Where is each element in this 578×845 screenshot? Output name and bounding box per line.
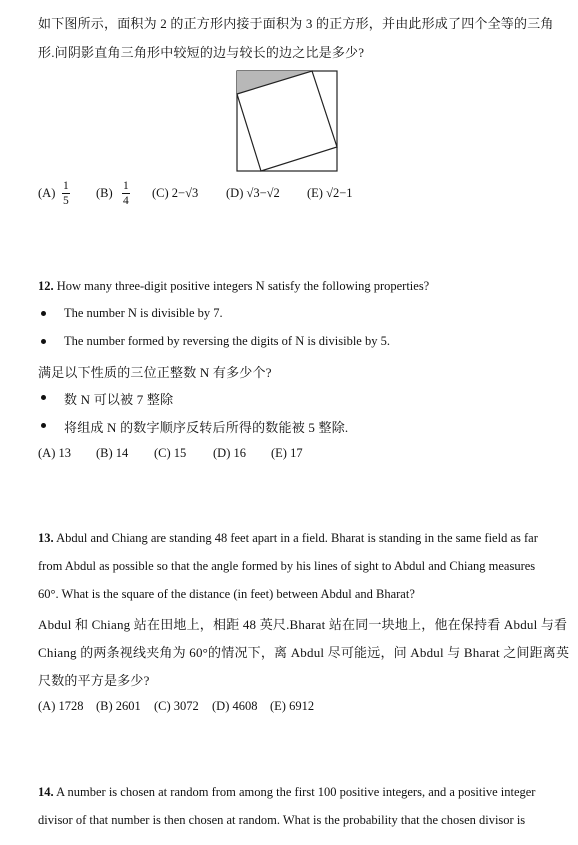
q12-question xyxy=(38,279,429,294)
q12-cn-question: 满足以下性质的三位正整数 N 有多少个? xyxy=(38,365,272,380)
q12-option-d: (D) 16 xyxy=(213,446,246,460)
q11-option-c xyxy=(152,186,198,201)
q12-bullet-2: The number formed by reversing the digits of N is divisible by 5. xyxy=(64,334,390,348)
q14-line-1-text: A number is chosen at random from among the first 100 positive integers, and a positive integer xyxy=(56,785,536,799)
q14-line-1 xyxy=(38,785,535,800)
q13-cn-line-2: Chiang 的两条视线夹角为 60°的情况下，离 Abdul 尽可能远，问 Abdul 与 Bharat 之间距离英 xyxy=(38,645,570,660)
option-c-label: (C) xyxy=(152,186,169,200)
q13-cn-line-3: 尺数的平方是多少? xyxy=(38,673,150,688)
q12-question-text: How many three-digit positive integers N satisfy the following properties? xyxy=(56,279,430,293)
q13-number: 13. xyxy=(38,531,54,545)
bullet-icon xyxy=(41,339,46,344)
option-c-value: 2−√3 xyxy=(171,186,199,200)
q12-option-c: (C) 15 xyxy=(154,446,187,460)
q13-option-d: (D) 4608 xyxy=(212,699,258,713)
q13-line-3: 60°. What is the square of the distance (in feet) between Abdul and Bharat? xyxy=(38,587,415,601)
q14-number: 14. xyxy=(38,785,54,799)
bullet-icon xyxy=(41,423,46,428)
q11-option-a-label: (A) xyxy=(38,186,56,200)
q13-line-1-text: Abdul and Chiang are standing 48 feet apart in a field. Bharat is standing in the same field as far xyxy=(56,531,538,545)
q11-figure xyxy=(236,70,340,174)
q11-option-d xyxy=(226,186,280,201)
q11-text-line-2: 形.问阴影直角三角形中较短的边与较长的边之比是多少? xyxy=(38,45,365,60)
fraction-denominator: 5 xyxy=(63,195,69,207)
option-e-value: √2−1 xyxy=(326,186,353,200)
q13-line-1 xyxy=(38,531,538,546)
bullet-icon xyxy=(41,395,46,400)
q13-option-c: (C) 3072 xyxy=(154,699,199,713)
q13-option-a: (A) 1728 xyxy=(38,699,84,713)
q11-option-b-fraction xyxy=(122,180,130,208)
option-e-label: (E) xyxy=(307,186,323,200)
q11-option-e xyxy=(307,186,353,201)
option-d-label: (D) xyxy=(226,186,244,200)
option-d-value: √3−√2 xyxy=(246,186,280,200)
q13-cn-line-1: Abdul 和 Chiang 站在田地上，相距 48 英尺.Bharat 站在同一块地上，他在保持看 Abdul 与看 xyxy=(38,617,568,632)
fraction-numerator: 1 xyxy=(63,180,69,192)
q12-number: 12. xyxy=(38,279,54,293)
q11-option-b-label: (B) xyxy=(96,186,113,200)
fraction-numerator: 1 xyxy=(123,180,129,192)
q12-option-a: (A) 13 xyxy=(38,446,71,460)
q12-bullet-1: The number N is divisible by 7. xyxy=(64,306,223,320)
q11-option-a-fraction xyxy=(62,180,70,208)
q13-option-e: (E) 6912 xyxy=(270,699,315,713)
bullet-icon xyxy=(41,311,46,316)
q14-line-2: divisor of that number is then chosen at random. What is the probability that the chosen divisor is xyxy=(38,813,526,827)
q12-cn-bullet-1: 数 N 可以被 7 整除 xyxy=(64,392,174,407)
q12-option-e: (E) 17 xyxy=(271,446,303,460)
q13-line-2: from Abdul as possible so that the angle formed by his lines of sight to Abdul and Chiang measures xyxy=(38,559,536,573)
q11-text-line-1: 如下图所示，面积为 2 的正方形内接于面积为 3 的正方形，并由此形成了四个全等的三角 xyxy=(38,16,554,31)
fraction-denominator: 4 xyxy=(123,195,129,207)
q12-cn-bullet-2: 将组成 N 的数字顺序反转后所得的数能被 5 整除. xyxy=(64,420,349,435)
q12-option-b: (B) 14 xyxy=(96,446,129,460)
q13-option-b: (B) 2601 xyxy=(96,699,141,713)
